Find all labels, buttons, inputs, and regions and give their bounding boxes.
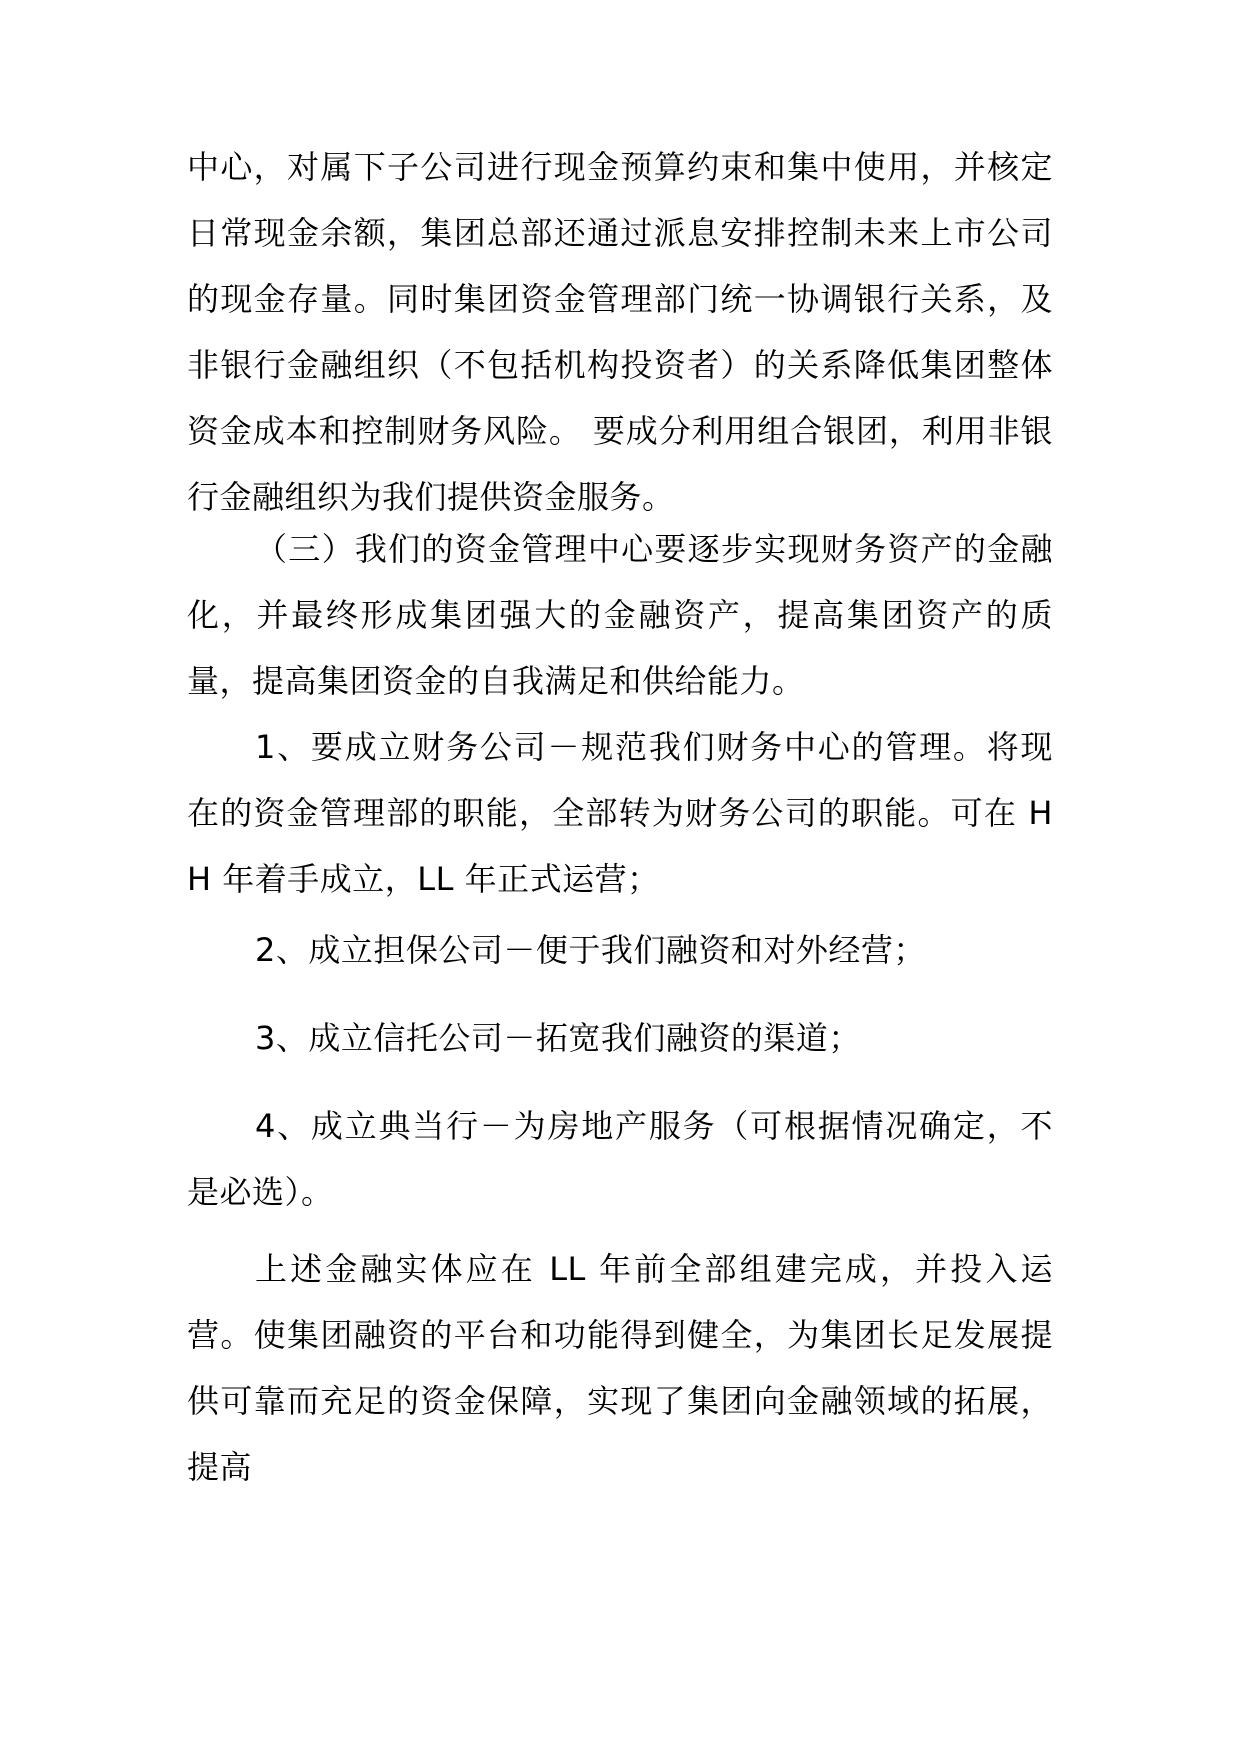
paragraph-financial-entities-summary: 上述金融实体应在 LL 年前全部组建完成，并投入运营。使集团融资的平台和功能得到健全，为集团长足发展提供可靠而充足的资金保障，实现了集团向金融领域的拓展，提高 <box>187 1250 1053 1486</box>
paragraph-section-three: （三）我们的资金管理中心要逐步实现财务资产的金融化，并最终形成集团强大的金融资产，提高集团资产的质量，提高集团资金的自我满足和供给能力。 <box>187 530 1053 700</box>
paragraph-item-4-pawnshop: 4、成立典当行－为房地产服务（可根据情况确定，不是必选）。 <box>187 1107 1053 1211</box>
paragraph-cash-management: 中心，对属下子公司进行现金预算约束和集中使用，并核定日常现金余额，集团总部还通过派息安排控制未来上市公司的现金存量。同时集团资金管理部门统一协调银行关系，及非银行金融组织（不包括机构投资者）的关系降低集团整体资金成本和控制财务风险。 要成分利用组合银团，利用非银行金融组织为我们提供资金服务。 <box>187 148 1053 516</box>
paragraph-item-3-trust-company: 3、成立信托公司－拓宽我们融资的渠道； <box>255 1019 861 1057</box>
paragraph-item-1-finance-company: 1、要成立财务公司－规范我们财务中心的管理。将现在的资金管理部的职能，全部转为财务公司的职能。可在 HH 年着手成立，LL 年正式运营； <box>187 728 1053 898</box>
paragraph-item-2-guarantee-company: 2、成立担保公司－便于我们融资和对外经营； <box>255 931 926 969</box>
